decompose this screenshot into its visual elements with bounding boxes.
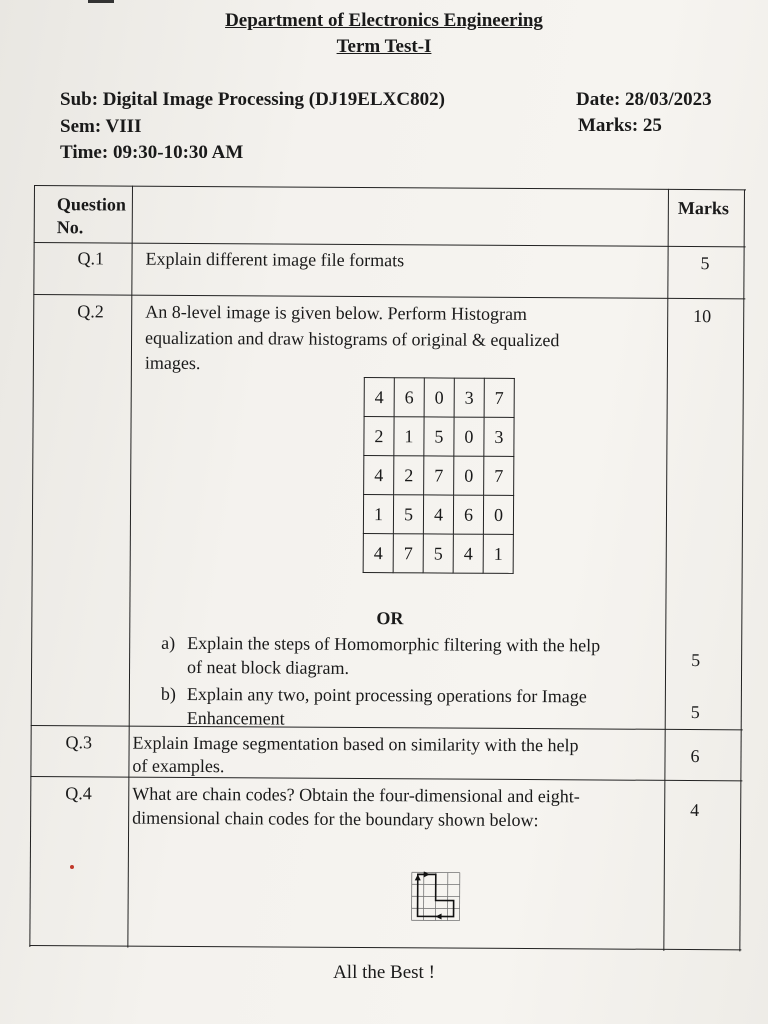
- marks-column-divider: [663, 189, 669, 951]
- or-label: OR: [376, 608, 404, 629]
- grid-row: [363, 534, 513, 574]
- grid-cell: 1: [394, 417, 424, 456]
- grid-cell: 7: [424, 456, 454, 495]
- grid-cell: 0: [483, 495, 513, 534]
- option-b-line2: Enhancement: [186, 707, 285, 729]
- grid-cell: 0: [454, 417, 484, 456]
- grid-row: [364, 378, 514, 418]
- table-border-bottom: [29, 945, 741, 951]
- grid-cell: 1: [363, 495, 393, 534]
- grid-row: [364, 417, 514, 457]
- q4-text-line2: dimensional chain codes for the boundary shown below:: [132, 807, 539, 831]
- grid-cell: 0: [454, 456, 484, 495]
- option-a-marks: 5: [691, 650, 701, 671]
- q2-number: Q.2: [77, 301, 104, 322]
- time-line: Time: 09:30-10:30 AM: [60, 142, 244, 163]
- q1-text: Explain different image file formats: [145, 248, 405, 271]
- grid-row: [364, 456, 514, 496]
- row-divider: [31, 725, 743, 731]
- grid-cell: 7: [393, 534, 423, 573]
- grid-cell: 2: [364, 417, 394, 456]
- option-a-line1: Explain the steps of Homomorphic filtering with the help: [187, 632, 601, 656]
- scan-mark: [88, 0, 114, 3]
- date-line: Date: 28/03/2023: [576, 89, 712, 110]
- q3-number: Q.3: [65, 732, 93, 753]
- q1-number: Q.1: [77, 248, 105, 269]
- grid-cell: 4: [364, 456, 394, 495]
- option-b-line1: Explain any two, point processing operations for Image: [186, 683, 587, 707]
- q2-text-line2: equalization and draw histograms of original & equalized: [145, 327, 560, 351]
- header-no-label: No.: [56, 217, 84, 238]
- question-column-divider: [127, 186, 133, 948]
- department-title: Department of Electronics Engineering: [225, 10, 543, 31]
- row-divider: [34, 242, 746, 248]
- grid-cell: 5: [423, 534, 453, 573]
- table-border-top: [34, 185, 746, 191]
- header-question-label: Question: [56, 194, 126, 215]
- q3-text-line1: Explain Image segmentation based on similarity with the help: [132, 732, 579, 756]
- subject-line: Sub: Digital Image Processing (DJ19ELXC802): [60, 89, 445, 110]
- q4-text-line1: What are chain codes? Obtain the four-dimensional and eight-: [132, 783, 580, 807]
- q3-text-line2: of examples.: [132, 755, 225, 777]
- q1-marks: 5: [700, 253, 710, 274]
- grid-cell: 4: [453, 534, 483, 573]
- chain-code-boundary-figure: [410, 870, 462, 922]
- grid-cell: 4: [423, 495, 453, 534]
- option-b-marks: 5: [690, 702, 700, 723]
- table-border-right: [739, 189, 745, 951]
- option-a-label: a): [161, 632, 176, 653]
- row-divider: [33, 294, 745, 300]
- grid-cell: 1: [483, 534, 513, 573]
- grid-cell: 3: [454, 378, 484, 417]
- q3-marks: 6: [690, 746, 700, 767]
- semester-line: Sem: VIII: [60, 116, 142, 137]
- image-pixel-grid: [363, 377, 515, 574]
- option-b-label: b): [160, 683, 176, 704]
- grid-cell: 5: [424, 417, 454, 456]
- ink-dot: [70, 865, 74, 869]
- grid-cell: 0: [424, 378, 454, 417]
- grid-cell: 4: [363, 534, 393, 573]
- grid-cell: 3: [484, 417, 514, 456]
- header-marks-label: Marks: [677, 197, 729, 219]
- marks-total-line: Marks: 25: [578, 115, 662, 136]
- grid-row: [363, 495, 513, 535]
- grid-cell: 7: [484, 456, 514, 495]
- q2-text-line1: An 8-level image is given below. Perform Histogram: [145, 301, 528, 325]
- grid-cell: 6: [453, 495, 483, 534]
- grid-cell: 7: [484, 378, 514, 417]
- q2-text-line3: images.: [144, 352, 201, 374]
- q4-marks: 4: [690, 800, 700, 821]
- test-title: Term Test-I: [336, 36, 432, 57]
- grid-cell: 4: [364, 378, 394, 417]
- footer-message: All the Best !: [333, 962, 435, 983]
- grid-cell: 2: [394, 456, 424, 495]
- grid-cell: 6: [394, 378, 424, 417]
- table-border-left: [29, 185, 35, 947]
- q4-number: Q.4: [65, 783, 92, 804]
- q2-marks: 10: [693, 306, 712, 327]
- grid-cell: 5: [393, 495, 423, 534]
- question-table: [29, 185, 746, 951]
- option-a-line2: of neat block diagram.: [186, 656, 350, 678]
